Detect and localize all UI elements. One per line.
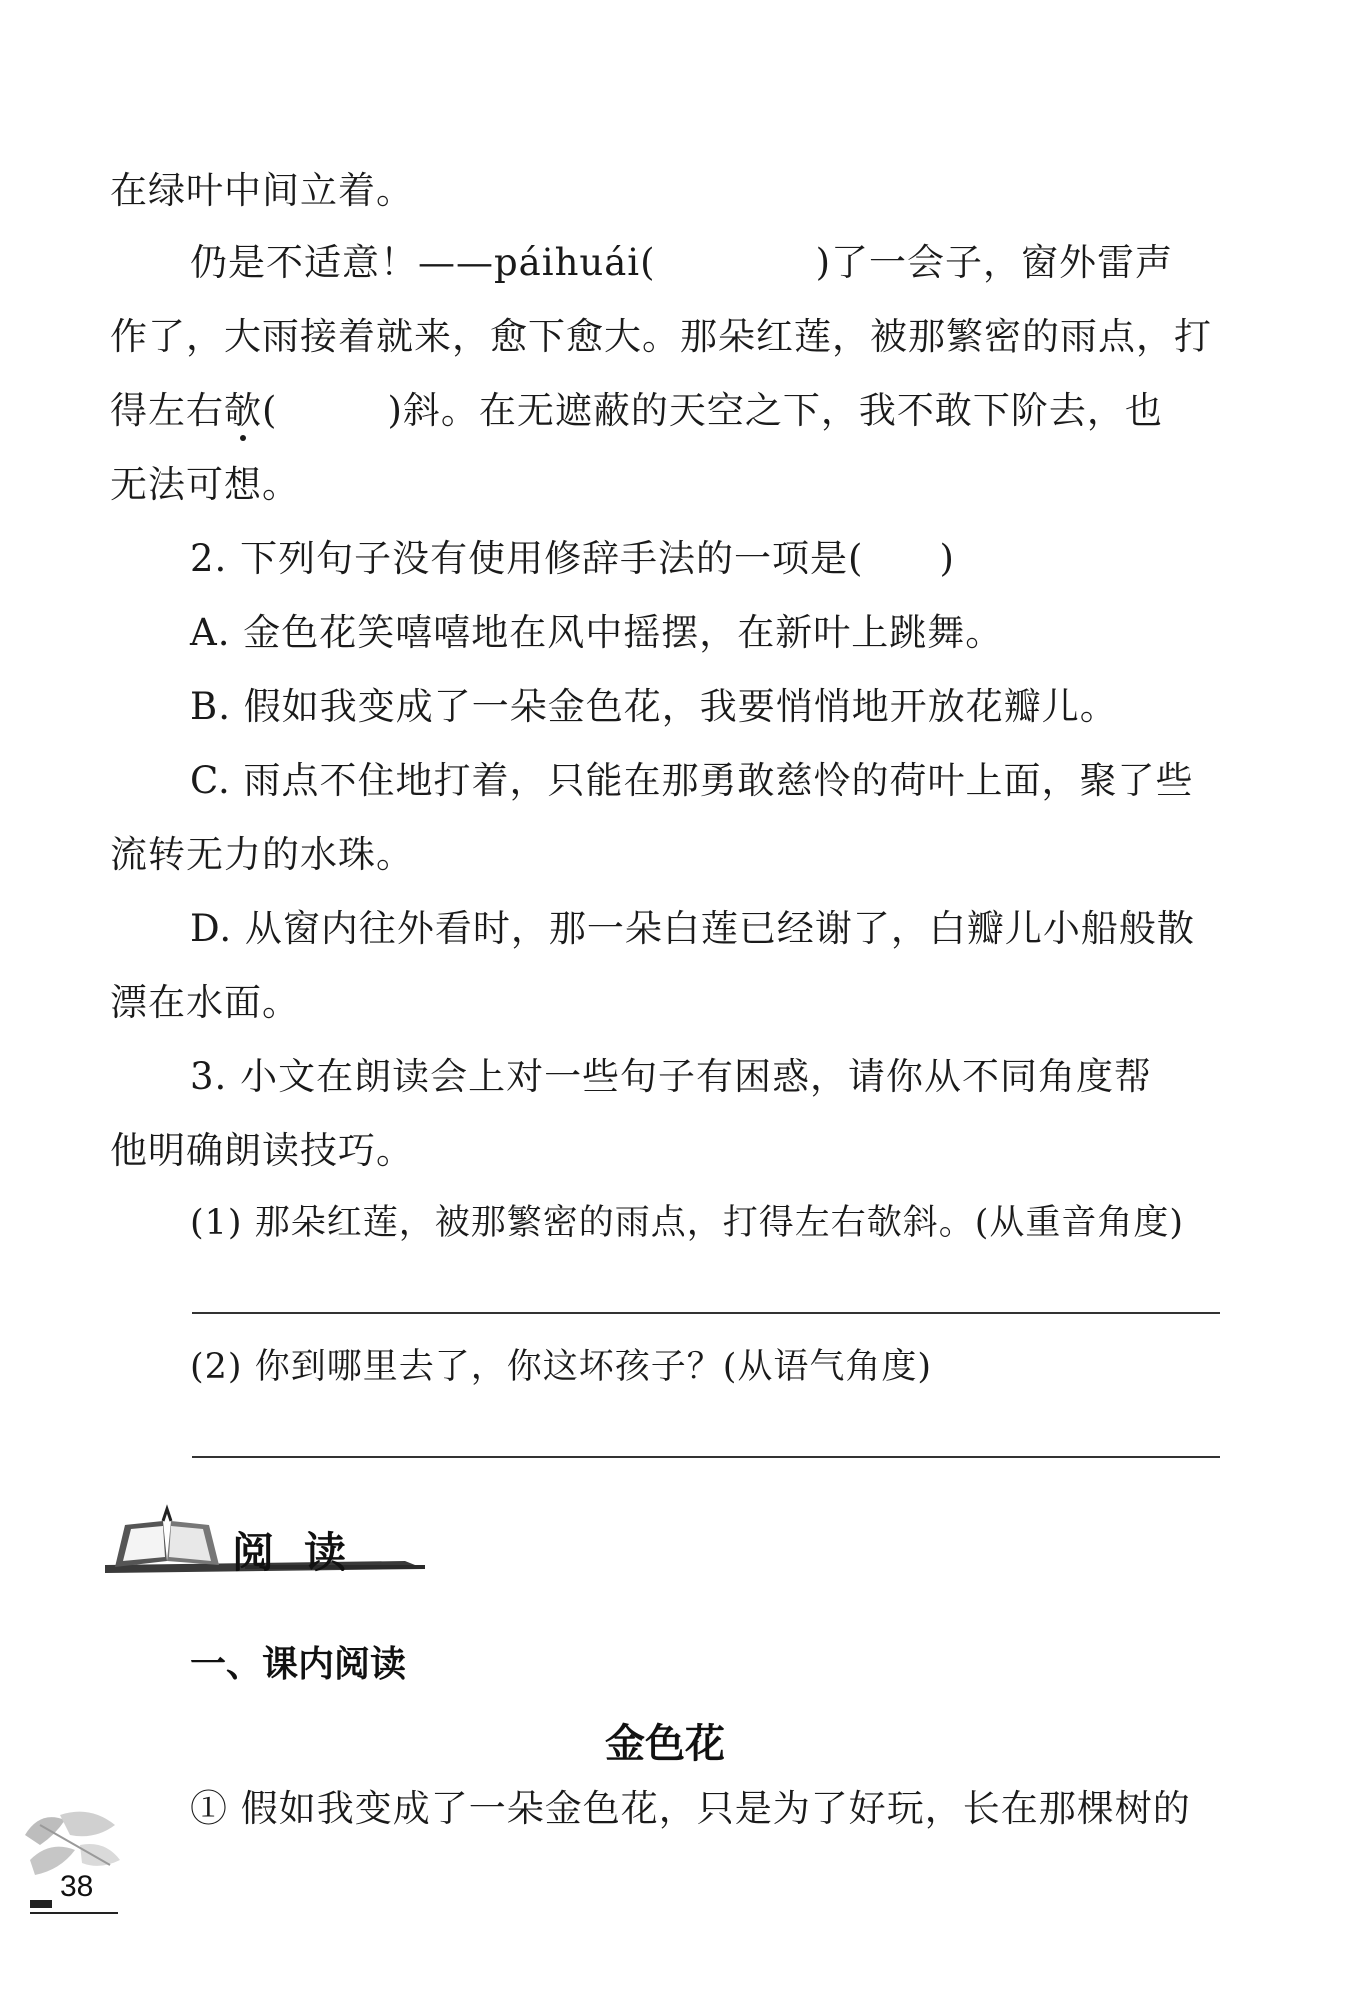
answer-line-2[interactable] bbox=[192, 1456, 1220, 1458]
page-number-rule bbox=[30, 1912, 118, 1914]
poem-line-1: ① 假如我变成了一朵金色花，只是为了好玩，长在那棵树的 bbox=[190, 1787, 1191, 1830]
option-d-line-1: D. 从窗内往外看时，那一朵白莲已经谢了，白瓣儿小船般散 bbox=[190, 907, 1195, 950]
option-c-line-1: C. 雨点不住地打着，只能在那勇敢慈怜的荷叶上面，聚了些 bbox=[190, 759, 1194, 802]
passage-line-4 bbox=[110, 389, 1163, 432]
passage-line-3: 作了，大雨接着就来，愈下愈大。那朵红莲，被那繁密的雨点，打 bbox=[110, 315, 1212, 358]
passage-line-5: 无法可想。 bbox=[110, 463, 300, 506]
question-3-item-1: (1) 那朵红莲，被那繁密的雨点，打得左右欹斜。(从重音角度) bbox=[190, 1203, 1185, 1243]
passage-line-4-after: )斜。在无遮蔽的天空之下，我不敢下阶去，也 bbox=[387, 389, 1163, 432]
passage-line-4-before: 得左右 bbox=[110, 389, 224, 432]
question-3-stem-2: 他明确朗读技巧。 bbox=[110, 1129, 414, 1172]
option-b: B. 假如我变成了一朵金色花，我要悄悄地开放花瓣儿。 bbox=[190, 685, 1118, 728]
dotted-character: 欹 bbox=[224, 389, 262, 432]
passage-line-2 bbox=[190, 241, 1174, 284]
section-title: 阅读 bbox=[232, 1528, 377, 1577]
answer-line-1[interactable] bbox=[192, 1312, 1220, 1314]
passage-line-2-before: 仍是不适意！——páihuái( bbox=[190, 241, 656, 284]
question-3-stem-1: 3. 小文在朗读会上对一些句子有困惑，请你从不同角度帮 bbox=[190, 1055, 1153, 1098]
option-a: A. 金色花笑嘻嘻地在风中摇摆，在新叶上跳舞。 bbox=[190, 611, 1004, 654]
question-2-stem: 2. 下列句子没有使用修辞手法的一项是( ) bbox=[190, 537, 955, 580]
option-d-line-2: 漂在水面。 bbox=[110, 981, 300, 1024]
page-number: 38 bbox=[60, 1870, 94, 1903]
option-c-line-2: 流转无力的水珠。 bbox=[110, 833, 414, 876]
section-subheading: 一、课内阅读 bbox=[190, 1644, 407, 1685]
passage-line-2-after: )了一会子，窗外雷声 bbox=[815, 241, 1174, 284]
page-number-marker bbox=[30, 1900, 52, 1908]
passage-line-4-paren: ( bbox=[262, 389, 278, 432]
question-3-item-2: (2) 你到哪里去了，你这坏孩子？(从语气角度) bbox=[190, 1347, 933, 1387]
passage-line-1: 在绿叶中间立着。 bbox=[110, 169, 414, 212]
poem-title: 金色花 bbox=[605, 1721, 725, 1767]
